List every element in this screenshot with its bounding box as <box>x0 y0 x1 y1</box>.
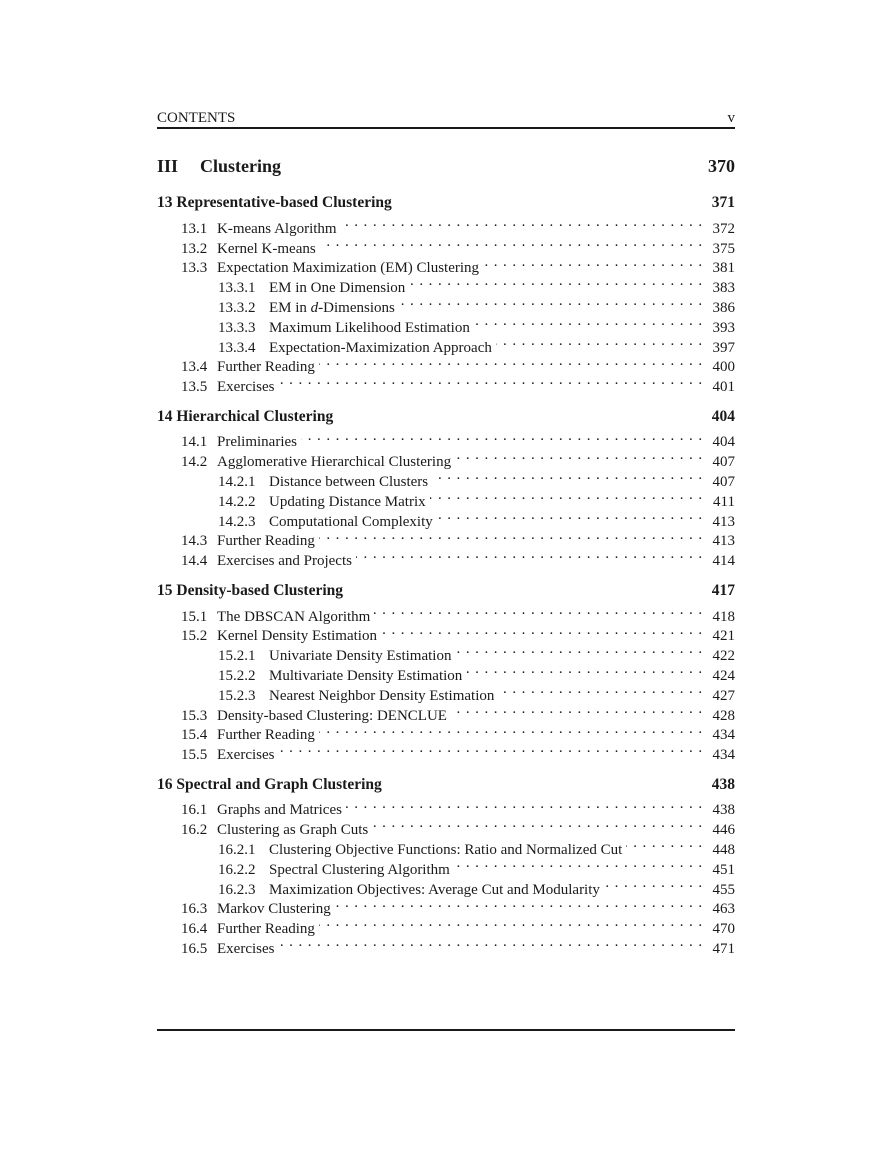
dot-leader <box>319 720 703 740</box>
entry-title: Expectation-Maximization Approach <box>269 339 492 356</box>
entry-number: 16.2.1 <box>218 842 256 859</box>
entry-number: 15.2.2 <box>218 667 256 684</box>
chapter-page: 417 <box>711 581 735 599</box>
entry-page: 413 <box>712 513 735 530</box>
entry-title: Maximum Likelihood Estimation <box>269 319 470 336</box>
chapter-title: 14 Hierarchical Clustering <box>157 407 334 425</box>
entry-title: Clustering as Graph Cuts <box>217 822 369 839</box>
entry-page: 434 <box>712 747 735 764</box>
toc-chapter <box>157 775 735 957</box>
entry-page: 418 <box>712 608 735 625</box>
chapter-title: 16 Spectral and Graph Clustering <box>157 775 382 793</box>
toc-section[interactable] <box>157 795 735 819</box>
entry-number: 16.2.2 <box>218 861 256 878</box>
entry-number: 13.3.3 <box>218 319 256 336</box>
entry-number: 15.4 <box>181 727 208 744</box>
dot-leader <box>454 854 703 874</box>
entry-page: 413 <box>712 533 735 550</box>
entry-title: EM in d-Dimensions <box>269 299 395 316</box>
part-title-group <box>157 156 281 177</box>
dot-leader <box>451 700 703 720</box>
dot-leader <box>278 371 703 391</box>
dot-leader <box>498 680 703 700</box>
document-page <box>157 0 735 1155</box>
entry-page: 407 <box>712 454 735 471</box>
entry-title: The DBSCAN Algorithm <box>217 608 371 625</box>
entry-number: 16.4 <box>181 921 208 938</box>
entry-number: 13.2 <box>181 240 208 257</box>
toc-section[interactable] <box>157 601 735 625</box>
dot-leader <box>319 526 703 546</box>
entry-number: 14.2 <box>181 454 208 471</box>
dot-leader <box>278 933 703 953</box>
dot-leader <box>455 446 703 466</box>
entry-title: K-means Algorithm <box>217 220 337 237</box>
dot-leader <box>626 834 703 854</box>
running-head-page-number: v <box>727 110 735 126</box>
entry-number: 15.5 <box>181 747 208 764</box>
entry-page: 375 <box>712 240 735 257</box>
entry-page: 407 <box>712 474 735 491</box>
entry-page: 438 <box>712 802 735 819</box>
entry-number: 16.2.3 <box>218 881 256 898</box>
entry-number: 13.4 <box>181 359 208 376</box>
entry-number: 13.3.4 <box>218 339 256 356</box>
entry-title: Further Reading <box>217 359 315 376</box>
entry-number: 15.2.3 <box>218 687 256 704</box>
entry-number: 13.5 <box>181 379 208 396</box>
entry-page: 386 <box>712 299 735 316</box>
toc-chapter-heading[interactable] <box>157 581 735 601</box>
entry-page: 401 <box>712 379 735 396</box>
entry-title: Exercises <box>217 941 275 957</box>
entry-title: EM in One Dimension <box>269 280 406 297</box>
entry-number: 13.3.1 <box>218 280 256 297</box>
entry-page: 434 <box>712 727 735 744</box>
part-title: Clustering <box>200 156 281 176</box>
toc-section[interactable] <box>157 427 735 451</box>
entry-title: Markov Clustering <box>217 901 331 918</box>
entry-page: 411 <box>713 493 735 510</box>
dot-leader <box>432 466 703 486</box>
dot-leader <box>455 640 703 660</box>
entry-number: 14.2.2 <box>218 493 256 510</box>
dot-leader <box>604 874 703 894</box>
entry-title: Preliminaries <box>217 434 297 451</box>
entry-title: Exercises and Projects <box>217 553 352 570</box>
running-head <box>157 107 735 127</box>
toc-chapter <box>157 407 735 570</box>
footer-rule <box>157 1029 735 1031</box>
chapter-title: 15 Density-based Clustering <box>157 581 344 599</box>
entry-page: 451 <box>712 861 735 878</box>
dot-leader <box>319 913 703 933</box>
dot-leader <box>346 795 703 815</box>
entry-title: Graphs and Matrices <box>217 802 342 819</box>
chapter-page: 371 <box>711 194 735 211</box>
chapter-page: 404 <box>711 407 735 425</box>
header-rule <box>157 127 735 129</box>
dot-leader <box>319 352 703 372</box>
dot-leader <box>496 332 703 352</box>
dot-leader <box>320 233 703 253</box>
entry-title: Further Reading <box>217 533 315 550</box>
entry-page: 446 <box>712 822 735 839</box>
toc-chapter <box>157 581 735 764</box>
entry-page: 471 <box>712 941 735 957</box>
entry-number: 16.2 <box>181 822 208 839</box>
entry-title: Distance between Clusters <box>269 474 429 491</box>
entry-page: 404 <box>712 434 735 451</box>
dot-leader <box>335 894 703 914</box>
chapter-title: 13 Representative-based Clustering <box>157 194 392 211</box>
entry-page: 383 <box>712 280 735 297</box>
chapter-page: 438 <box>711 775 735 793</box>
entry-title: Exercises <box>217 379 275 396</box>
entry-number: 13.1 <box>181 220 208 237</box>
dot-leader <box>474 312 703 332</box>
entry-title: Further Reading <box>217 727 315 744</box>
part-page: 370 <box>708 156 735 176</box>
entry-title: Expectation Maximization (EM) Clustering <box>217 260 480 277</box>
part-number: III <box>157 156 179 176</box>
entry-title: Spectral Clustering Algorithm <box>269 861 450 878</box>
entry-page: 455 <box>712 881 735 898</box>
entry-page: 414 <box>712 553 735 570</box>
toc-section[interactable] <box>157 213 735 237</box>
entry-page: 422 <box>712 648 735 665</box>
dot-leader <box>399 292 703 312</box>
toc-chapter-heading[interactable] <box>157 193 735 213</box>
toc-chapter-heading[interactable] <box>157 407 735 427</box>
table-of-contents <box>157 193 735 969</box>
toc-chapter <box>157 193 735 396</box>
entry-page: 427 <box>712 687 735 704</box>
dot-leader <box>483 253 703 273</box>
entry-title: Agglomerative Hierarchical Clustering <box>217 454 452 471</box>
dot-leader <box>409 272 703 292</box>
dot-leader <box>278 739 703 759</box>
entry-number: 13.3 <box>181 260 208 277</box>
entry-title: Maximization Objectives: Average Cut and Modularity <box>269 881 600 898</box>
dot-leader <box>301 427 703 447</box>
dot-leader <box>372 814 703 834</box>
entry-title: Multivariate Density Estimation <box>269 667 463 684</box>
dot-leader <box>430 486 703 506</box>
entry-page: 463 <box>712 901 735 918</box>
running-head-title: CONTENTS <box>157 110 236 126</box>
entry-title: Density-based Clustering: DENCLUE <box>217 707 447 724</box>
dot-leader <box>374 601 703 621</box>
entry-number: 14.3 <box>181 533 208 550</box>
entry-title: Kernel Density Estimation <box>217 628 377 645</box>
entry-page: 421 <box>712 628 735 645</box>
entry-title: Computational Complexity <box>269 513 433 530</box>
entry-page: 428 <box>712 707 735 724</box>
entry-number: 15.1 <box>181 608 208 625</box>
entry-page: 397 <box>712 339 735 356</box>
entry-title: Further Reading <box>217 921 315 938</box>
dot-leader <box>437 506 703 526</box>
entry-title: Clustering Objective Functions: Ratio and Normalized Cut <box>269 842 623 859</box>
dot-leader <box>466 660 703 680</box>
entry-title: Exercises <box>217 747 275 764</box>
entry-page: 381 <box>712 260 735 277</box>
dot-leader <box>381 621 703 641</box>
entry-title: Nearest Neighbor Density Estimation <box>269 687 495 704</box>
entry-number: 16.5 <box>181 941 208 957</box>
entry-number: 14.2.3 <box>218 513 256 530</box>
part-heading <box>157 156 735 177</box>
entry-page: 424 <box>712 667 735 684</box>
entry-page: 393 <box>712 319 735 336</box>
entry-number: 14.2.1 <box>218 474 256 491</box>
entry-number: 14.4 <box>181 553 208 570</box>
entry-number: 15.3 <box>181 707 208 724</box>
entry-page: 372 <box>712 220 735 237</box>
entry-number: 16.3 <box>181 901 208 918</box>
toc-chapter-heading[interactable] <box>157 775 735 795</box>
entry-page: 448 <box>712 842 735 859</box>
dot-leader <box>341 213 703 233</box>
entry-number: 15.2 <box>181 628 208 645</box>
entry-number: 15.2.1 <box>218 648 256 665</box>
entry-page: 470 <box>712 921 735 938</box>
entry-number: 14.1 <box>181 434 208 451</box>
dot-leader <box>356 545 703 565</box>
entry-title: Updating Distance Matrix <box>269 493 426 510</box>
entry-number: 16.1 <box>181 802 208 819</box>
entry-number: 13.3.2 <box>218 299 256 316</box>
entry-title: Univariate Density Estimation <box>269 648 452 665</box>
entry-page: 400 <box>712 359 735 376</box>
entry-title: Kernel K-means <box>217 240 316 257</box>
